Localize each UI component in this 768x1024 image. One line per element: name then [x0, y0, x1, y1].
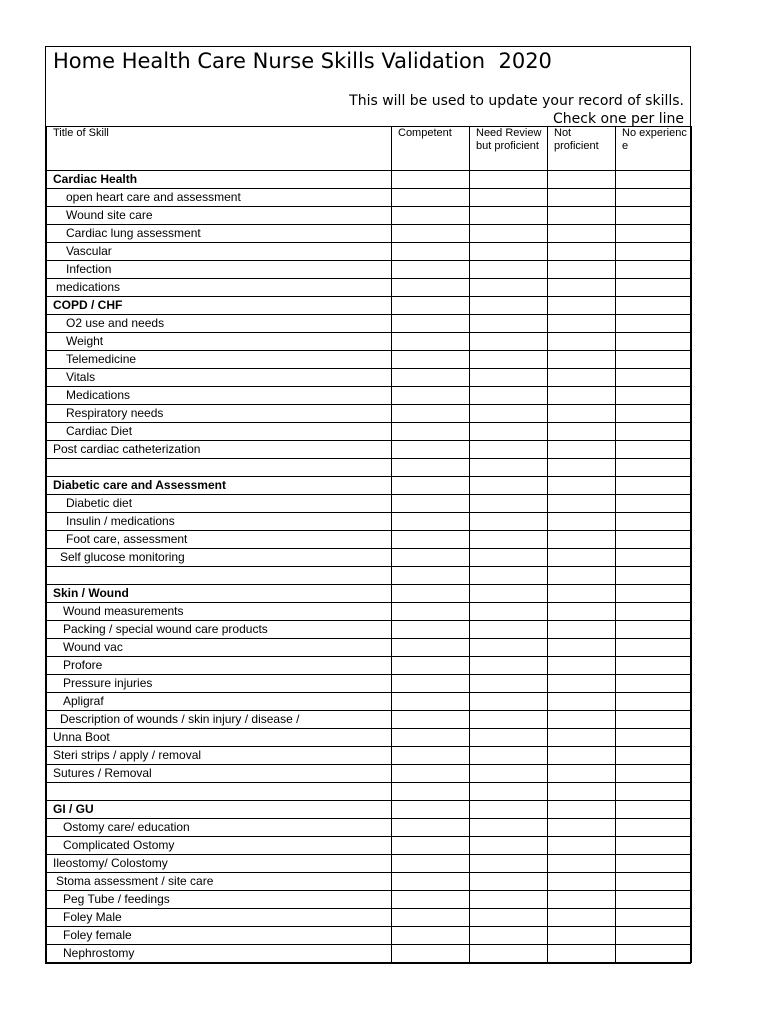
check-cell-not-proficient[interactable]: [548, 873, 616, 891]
check-cell-no-experience[interactable]: [616, 369, 692, 387]
skill-label: O2 use and needs: [47, 315, 392, 333]
skill-row: [47, 819, 692, 837]
skill-row: [47, 207, 692, 225]
check-cell-not-proficient[interactable]: [548, 495, 616, 513]
check-cell-not-proficient[interactable]: [548, 909, 616, 927]
check-cell-need-review[interactable]: [470, 873, 548, 891]
check-cell-need-review[interactable]: [470, 459, 548, 477]
skill-label: Ostomy care/ education: [47, 819, 392, 837]
skill-label: Self glucose monitoring: [47, 549, 392, 567]
check-cell-need-review[interactable]: [470, 261, 548, 279]
check-cell-need-review[interactable]: [470, 801, 548, 819]
skill-row: [47, 225, 692, 243]
check-cell-need-review[interactable]: [470, 837, 548, 855]
check-cell-competent[interactable]: [392, 783, 470, 801]
check-cell-no-experience[interactable]: [616, 891, 692, 909]
skill-label: Cardiac Diet: [47, 423, 392, 441]
check-cell-need-review[interactable]: [470, 369, 548, 387]
check-cell-not-proficient[interactable]: [548, 297, 616, 315]
check-cell-no-experience[interactable]: [616, 945, 692, 963]
check-cell-no-experience[interactable]: [616, 873, 692, 891]
check-cell-competent[interactable]: [392, 531, 470, 549]
check-cell-not-proficient[interactable]: [548, 945, 616, 963]
check-cell-no-experience[interactable]: [616, 423, 692, 441]
check-cell-no-experience[interactable]: [616, 387, 692, 405]
check-cell-competent[interactable]: [392, 873, 470, 891]
skill-row: [47, 189, 692, 207]
check-cell-not-proficient[interactable]: [548, 171, 616, 189]
skill-row: [47, 747, 692, 765]
check-cell-not-proficient[interactable]: [548, 819, 616, 837]
check-cell-no-experience[interactable]: [616, 351, 692, 369]
column-header-title-of-skill: Title of Skill: [47, 127, 392, 171]
check-cell-not-proficient[interactable]: [548, 855, 616, 873]
skill-label: Vascular: [47, 243, 392, 261]
section-title: COPD / CHF: [47, 297, 392, 315]
check-cell-need-review[interactable]: [470, 243, 548, 261]
column-header-competent: Competent: [392, 127, 470, 171]
check-cell-no-experience[interactable]: [616, 585, 692, 603]
skill-row: [47, 891, 692, 909]
skill-label: Steri strips / apply / removal: [47, 747, 392, 765]
section-header-row: [47, 297, 692, 315]
check-cell-need-review[interactable]: [470, 909, 548, 927]
check-cell-competent[interactable]: [392, 207, 470, 225]
check-cell-not-proficient[interactable]: [548, 621, 616, 639]
check-cell-competent[interactable]: [392, 747, 470, 765]
skill-row: [47, 315, 692, 333]
skill-label: Respiratory needs: [47, 405, 392, 423]
check-cell-not-proficient[interactable]: [548, 477, 616, 495]
check-cell-not-proficient[interactable]: [548, 675, 616, 693]
skill-label: [47, 567, 392, 585]
check-cell-no-experience[interactable]: [616, 567, 692, 585]
skill-label: Description of wounds / skin injury / disease /: [47, 711, 392, 729]
check-cell-need-review[interactable]: [470, 315, 548, 333]
check-cell-not-proficient[interactable]: [548, 747, 616, 765]
check-cell-competent[interactable]: [392, 621, 470, 639]
check-cell-no-experience[interactable]: [616, 711, 692, 729]
check-cell-need-review[interactable]: [470, 549, 548, 567]
section-header-row: [47, 477, 692, 495]
check-cell-competent[interactable]: [392, 675, 470, 693]
check-cell-need-review[interactable]: [470, 675, 548, 693]
check-cell-not-proficient[interactable]: [548, 333, 616, 351]
check-cell-not-proficient[interactable]: [548, 423, 616, 441]
check-cell-competent[interactable]: [392, 189, 470, 207]
skill-row: [47, 765, 692, 783]
check-cell-competent[interactable]: [392, 711, 470, 729]
skill-row: [47, 675, 692, 693]
check-cell-need-review[interactable]: [470, 657, 548, 675]
skill-label: Profore: [47, 657, 392, 675]
check-cell-need-review[interactable]: [470, 639, 548, 657]
instruction-line-1: This will be used to update your record of skills.: [349, 93, 684, 109]
skills-validation-form: [45, 46, 691, 964]
check-cell-not-proficient[interactable]: [548, 567, 616, 585]
column-header-not-proficient: Not proficient: [548, 127, 616, 171]
skill-row: [47, 711, 692, 729]
check-cell-competent[interactable]: [392, 567, 470, 585]
skill-row: [47, 369, 692, 387]
check-cell-not-proficient[interactable]: [548, 693, 616, 711]
check-cell-competent[interactable]: [392, 765, 470, 783]
skill-row: [47, 243, 692, 261]
table-header-row: [47, 127, 692, 171]
check-cell-need-review[interactable]: [470, 387, 548, 405]
check-cell-no-experience[interactable]: [616, 801, 692, 819]
check-cell-not-proficient[interactable]: [548, 927, 616, 945]
check-cell-no-experience[interactable]: [616, 765, 692, 783]
column-header-need-review: Need Review but proficient: [470, 127, 548, 171]
check-cell-need-review[interactable]: [470, 279, 548, 297]
skill-row: [47, 333, 692, 351]
check-cell-no-experience[interactable]: [616, 693, 692, 711]
skill-label: Sutures / Removal: [47, 765, 392, 783]
check-cell-need-review[interactable]: [470, 855, 548, 873]
skill-label: Complicated Ostomy: [47, 837, 392, 855]
skill-label: medications: [47, 279, 392, 297]
check-cell-not-proficient[interactable]: [548, 729, 616, 747]
check-cell-competent[interactable]: [392, 639, 470, 657]
check-cell-need-review[interactable]: [470, 711, 548, 729]
skill-label: Cardiac lung assessment: [47, 225, 392, 243]
check-cell-competent[interactable]: [392, 693, 470, 711]
check-cell-not-proficient[interactable]: [548, 513, 616, 531]
skill-label: Telemedicine: [47, 351, 392, 369]
check-cell-not-proficient[interactable]: [548, 801, 616, 819]
skill-label: Foot care, assessment: [47, 531, 392, 549]
check-cell-competent[interactable]: [392, 729, 470, 747]
check-cell-not-proficient[interactable]: [548, 549, 616, 567]
column-header-no-experience: No experienc e: [616, 127, 692, 171]
skill-row: [47, 459, 692, 477]
skill-row: [47, 567, 692, 585]
skill-row: [47, 729, 692, 747]
check-cell-need-review[interactable]: [470, 927, 548, 945]
skill-label: Wound measurements: [47, 603, 392, 621]
check-cell-competent[interactable]: [392, 891, 470, 909]
check-cell-not-proficient[interactable]: [548, 765, 616, 783]
check-cell-not-proficient[interactable]: [548, 351, 616, 369]
check-cell-need-review[interactable]: [470, 621, 548, 639]
skill-label: Diabetic diet: [47, 495, 392, 513]
skill-row: [47, 351, 692, 369]
section-header-row: [47, 801, 692, 819]
check-cell-not-proficient[interactable]: [548, 657, 616, 675]
check-cell-no-experience[interactable]: [616, 297, 692, 315]
check-cell-not-proficient[interactable]: [548, 189, 616, 207]
check-cell-competent[interactable]: [392, 837, 470, 855]
skill-row: [47, 387, 692, 405]
check-cell-no-experience[interactable]: [616, 261, 692, 279]
check-cell-need-review[interactable]: [470, 693, 548, 711]
skill-label: Infection: [47, 261, 392, 279]
check-cell-need-review[interactable]: [470, 441, 548, 459]
check-cell-competent[interactable]: [392, 585, 470, 603]
check-cell-not-proficient[interactable]: [548, 837, 616, 855]
section-title: Diabetic care and Assessment: [47, 477, 392, 495]
check-cell-competent[interactable]: [392, 801, 470, 819]
check-cell-competent[interactable]: [392, 855, 470, 873]
check-cell-not-proficient[interactable]: [548, 585, 616, 603]
skill-row: [47, 855, 692, 873]
check-cell-not-proficient[interactable]: [548, 225, 616, 243]
check-cell-need-review[interactable]: [470, 765, 548, 783]
skill-label: Foley female: [47, 927, 392, 945]
check-cell-need-review[interactable]: [470, 819, 548, 837]
check-cell-competent[interactable]: [392, 369, 470, 387]
check-cell-no-experience[interactable]: [616, 405, 692, 423]
skill-row: [47, 405, 692, 423]
check-cell-no-experience[interactable]: [616, 603, 692, 621]
section-title: Cardiac Health: [47, 171, 392, 189]
check-cell-not-proficient[interactable]: [548, 315, 616, 333]
check-cell-need-review[interactable]: [470, 405, 548, 423]
skill-label: Pressure injuries: [47, 675, 392, 693]
skill-label: Insulin / medications: [47, 513, 392, 531]
check-cell-no-experience[interactable]: [616, 243, 692, 261]
check-cell-competent[interactable]: [392, 657, 470, 675]
check-cell-competent[interactable]: [392, 927, 470, 945]
skill-row: [47, 837, 692, 855]
check-cell-competent[interactable]: [392, 945, 470, 963]
skill-label: Wound vac: [47, 639, 392, 657]
check-cell-need-review[interactable]: [470, 495, 548, 513]
check-cell-no-experience[interactable]: [616, 729, 692, 747]
skill-row: [47, 423, 692, 441]
check-cell-competent[interactable]: [392, 387, 470, 405]
check-cell-need-review[interactable]: [470, 585, 548, 603]
check-cell-no-experience[interactable]: [616, 819, 692, 837]
check-cell-no-experience[interactable]: [616, 477, 692, 495]
check-cell-no-experience[interactable]: [616, 927, 692, 945]
check-cell-not-proficient[interactable]: [548, 405, 616, 423]
skill-label: open heart care and assessment: [47, 189, 392, 207]
check-cell-no-experience[interactable]: [616, 549, 692, 567]
check-cell-not-proficient[interactable]: [548, 603, 616, 621]
skill-label: Ileostomy/ Colostomy: [47, 855, 392, 873]
check-cell-need-review[interactable]: [470, 189, 548, 207]
check-cell-no-experience[interactable]: [616, 513, 692, 531]
check-cell-no-experience[interactable]: [616, 315, 692, 333]
skill-label: Foley Male: [47, 909, 392, 927]
skill-row: [47, 873, 692, 891]
skills-table: [46, 126, 692, 963]
check-cell-competent[interactable]: [392, 351, 470, 369]
check-cell-no-experience[interactable]: [616, 639, 692, 657]
check-cell-competent[interactable]: [392, 279, 470, 297]
check-cell-competent[interactable]: [392, 243, 470, 261]
skill-row: [47, 603, 692, 621]
skill-row: [47, 495, 692, 513]
check-cell-need-review[interactable]: [470, 747, 548, 765]
check-cell-not-proficient[interactable]: [548, 369, 616, 387]
check-cell-competent[interactable]: [392, 261, 470, 279]
skill-row: [47, 927, 692, 945]
skill-label: Nephrostomy: [47, 945, 392, 963]
check-cell-competent[interactable]: [392, 909, 470, 927]
check-cell-no-experience[interactable]: [616, 225, 692, 243]
check-cell-no-experience[interactable]: [616, 783, 692, 801]
check-cell-no-experience[interactable]: [616, 909, 692, 927]
check-cell-competent[interactable]: [392, 477, 470, 495]
check-cell-no-experience[interactable]: [616, 171, 692, 189]
section-header-row: [47, 171, 692, 189]
form-title: Home Health Care Nurse Skills Validation 2020: [53, 49, 552, 73]
check-cell-need-review[interactable]: [470, 207, 548, 225]
check-cell-competent[interactable]: [392, 549, 470, 567]
check-cell-no-experience[interactable]: [616, 855, 692, 873]
skill-row: [47, 513, 692, 531]
check-cell-no-experience[interactable]: [616, 495, 692, 513]
check-cell-no-experience[interactable]: [616, 459, 692, 477]
skill-label: Unna Boot: [47, 729, 392, 747]
check-cell-competent[interactable]: [392, 297, 470, 315]
check-cell-competent[interactable]: [392, 423, 470, 441]
check-cell-not-proficient[interactable]: [548, 207, 616, 225]
check-cell-not-proficient[interactable]: [548, 279, 616, 297]
check-cell-need-review[interactable]: [470, 297, 548, 315]
check-cell-not-proficient[interactable]: [548, 711, 616, 729]
check-cell-no-experience[interactable]: [616, 621, 692, 639]
check-cell-not-proficient[interactable]: [548, 243, 616, 261]
skill-row: [47, 783, 692, 801]
check-cell-need-review[interactable]: [470, 945, 548, 963]
check-cell-not-proficient[interactable]: [548, 639, 616, 657]
section-title: GI / GU: [47, 801, 392, 819]
skill-label: [47, 783, 392, 801]
check-cell-not-proficient[interactable]: [548, 261, 616, 279]
skill-row: [47, 693, 692, 711]
check-cell-no-experience[interactable]: [616, 837, 692, 855]
skill-row: [47, 909, 692, 927]
check-cell-not-proficient[interactable]: [548, 783, 616, 801]
skill-label: Wound site care: [47, 207, 392, 225]
skill-row: [47, 549, 692, 567]
check-cell-need-review[interactable]: [470, 531, 548, 549]
skill-label: Stoma assessment / site care: [47, 873, 392, 891]
skill-row: [47, 639, 692, 657]
check-cell-need-review[interactable]: [470, 783, 548, 801]
check-cell-no-experience[interactable]: [616, 279, 692, 297]
check-cell-not-proficient[interactable]: [548, 531, 616, 549]
check-cell-competent[interactable]: [392, 603, 470, 621]
skill-label: Post cardiac catheterization: [47, 441, 392, 459]
check-cell-competent[interactable]: [392, 441, 470, 459]
check-cell-need-review[interactable]: [470, 225, 548, 243]
check-cell-need-review[interactable]: [470, 603, 548, 621]
skill-row: [47, 279, 692, 297]
check-cell-need-review[interactable]: [470, 351, 548, 369]
check-cell-not-proficient[interactable]: [548, 891, 616, 909]
check-cell-competent[interactable]: [392, 513, 470, 531]
check-cell-need-review[interactable]: [470, 513, 548, 531]
check-cell-need-review[interactable]: [470, 567, 548, 585]
check-cell-competent[interactable]: [392, 459, 470, 477]
skill-label: Weight: [47, 333, 392, 351]
check-cell-competent[interactable]: [392, 819, 470, 837]
check-cell-competent[interactable]: [392, 225, 470, 243]
skill-label: Peg Tube / feedings: [47, 891, 392, 909]
check-cell-no-experience[interactable]: [616, 675, 692, 693]
skill-label: Vitals: [47, 369, 392, 387]
check-cell-no-experience[interactable]: [616, 657, 692, 675]
skill-row: [47, 657, 692, 675]
check-cell-competent[interactable]: [392, 171, 470, 189]
skill-row: [47, 621, 692, 639]
check-cell-no-experience[interactable]: [616, 531, 692, 549]
check-cell-competent[interactable]: [392, 333, 470, 351]
instruction-line-2: Check one per line: [553, 111, 684, 127]
check-cell-no-experience[interactable]: [616, 747, 692, 765]
check-cell-need-review[interactable]: [470, 171, 548, 189]
check-cell-no-experience[interactable]: [616, 207, 692, 225]
skill-row: [47, 441, 692, 459]
section-header-row: [47, 585, 692, 603]
skill-row: [47, 945, 692, 963]
check-cell-no-experience[interactable]: [616, 333, 692, 351]
check-cell-not-proficient[interactable]: [548, 459, 616, 477]
check-cell-competent[interactable]: [392, 495, 470, 513]
skill-label: Medications: [47, 387, 392, 405]
skill-label: [47, 459, 392, 477]
check-cell-need-review[interactable]: [470, 477, 548, 495]
check-cell-need-review[interactable]: [470, 333, 548, 351]
check-cell-competent[interactable]: [392, 315, 470, 333]
check-cell-not-proficient[interactable]: [548, 387, 616, 405]
check-cell-need-review[interactable]: [470, 423, 548, 441]
check-cell-not-proficient[interactable]: [548, 441, 616, 459]
skill-label: Apligraf: [47, 693, 392, 711]
skill-row: [47, 261, 692, 279]
check-cell-no-experience[interactable]: [616, 441, 692, 459]
check-cell-no-experience[interactable]: [616, 189, 692, 207]
skill-label: Packing / special wound care products: [47, 621, 392, 639]
check-cell-competent[interactable]: [392, 405, 470, 423]
skill-row: [47, 531, 692, 549]
check-cell-need-review[interactable]: [470, 891, 548, 909]
check-cell-need-review[interactable]: [470, 729, 548, 747]
section-title: Skin / Wound: [47, 585, 392, 603]
